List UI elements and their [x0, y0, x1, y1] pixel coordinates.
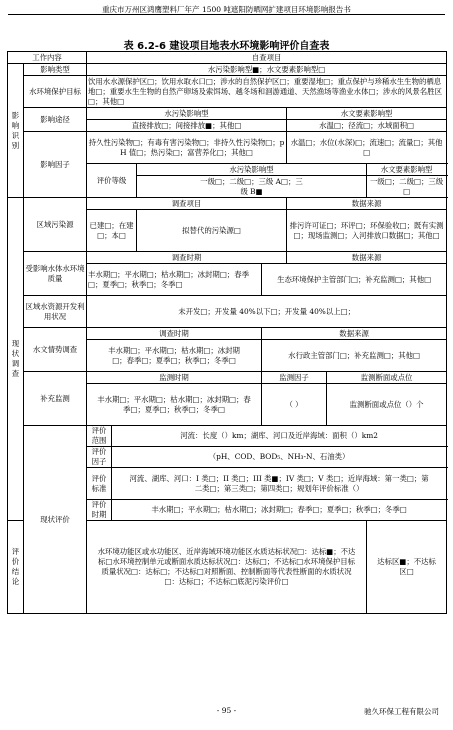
assessment-standard-label: 评价标准 [87, 468, 112, 500]
grade-hydro-value: 一级□；二级□；三级□ [367, 176, 447, 198]
region-source-label: 区域污染源 [24, 198, 87, 252]
table-title: 表 6.2-6 建设项目地表水环境影响评价自查表 [123, 41, 330, 52]
hydro-source-header: 数据来源 [262, 328, 447, 340]
impact-path-hydro: 水温□；径流□；水域面积□ [287, 120, 447, 132]
impact-factor-hydro: 水温□；水位(水深)□；流速□；流量□；其他□ [287, 132, 447, 164]
assessment-conclusion-main: 水环境功能区或水功能区、近岸海域环境功能区水质达标状况□：达标■；不达标□水环境控制单元或断面水质达标状况□：达标□；不达标□水环境保护目标质量状况□：达标□；不达标□对照断面、控制断面等代表性断面的水质状况□：达标□；不达标□底泥污染评价□ [87, 521, 367, 614]
grade-pollution-header: 水污染影响型 [137, 164, 367, 176]
assessment-factor-label: 评价因子 [87, 447, 112, 468]
assessment-period-value: 丰水期□；平水期□；枯水期□；冰封期□；春季□；夏季□；秋季□；冬季□ [112, 500, 447, 521]
assessment-scope-label: 评价范围 [87, 426, 112, 447]
assessment-conclusion-side: 达标区■；不达标区□ [367, 521, 447, 614]
assessment-factor-value: （pH、COD、BOD₅、NH₃-N、石油类） [112, 447, 447, 468]
assessment-conclusion-label: 评价结论 [8, 521, 24, 614]
hydro-survey-label: 水文情势调查 [24, 328, 87, 372]
monitor-section: 监测断面或点位（）个 [327, 384, 447, 426]
affected-source-header: 数据来源 [287, 252, 447, 264]
section-status-survey: 现状调查 [8, 198, 24, 521]
impact-factor-pollution: 持久性污染物□；有毒有害污染物□；非持久性污染物□；pH 值□；热污染□；富营养化□；其他□ [87, 132, 287, 164]
path-pollution-header: 水污染影响型 [87, 108, 287, 120]
water-resource-value: 未开发□；开发量 40%以下□；开发量 40%以上□； [87, 296, 447, 328]
assessment-period-label: 评价时期 [87, 500, 112, 521]
water-resource-label: 区域水资源开发利用状况 [24, 296, 87, 328]
monitor-period-header: 监测时期 [87, 372, 262, 384]
hydro-period: 丰水期□；平水期□；枯水期□；冰封期□；春季□；夏季□；秋季□；冬季□ [87, 340, 262, 372]
grade-hydro-header: 水文要素影响型 [367, 164, 447, 176]
running-header: 重庆市万州区鸿鹰塑料厂年产 1500 吨遮阳防晒网扩建项目环境影响报告书 [102, 5, 351, 14]
impact-factor-label: 影响因子 [24, 132, 87, 198]
grade-pollution-value: 一级□；二级□；三级 A□；三级 B■ [137, 176, 367, 198]
protection-target-label: 水环境保护目标 [24, 76, 87, 108]
protection-target-value: 饮用水水源保护区□；饮用水取水口□；涉水的自然保护区□；重要湿地□；重点保护与珍稀水生生物的栖息地□；重要水生生物的自然产卵场及索饵场、越冬场和洄游通道、天然渔场等渔业水体□；涉水的风景名胜区□；其他□ [87, 76, 447, 108]
monitor-factor: （ ） [262, 384, 327, 426]
grade-label: 评价等级 [87, 164, 137, 198]
monitor-factor-header: 监测因子 [262, 372, 327, 384]
affected-source: 生态环境保护主管部门□；补充监测□；其他□ [262, 264, 447, 296]
monitor-period: 丰水期□；平水期□；枯水期□；冰封期□；春季□；夏季□；秋季□；冬季□ [87, 384, 262, 426]
region-status: 已建□；在建□；本□ [87, 210, 137, 252]
affected-period-header: 调查时期 [87, 252, 287, 264]
hydro-period-header: 调查时期 [87, 328, 262, 340]
affected-water-label: 受影响水体水环境质量 [24, 252, 87, 296]
self-check-table [7, 51, 447, 614]
section-impact-identification: 影响识别 [8, 64, 24, 198]
header-check-item: 自查项目 [87, 52, 447, 64]
survey-items-header: 调查项目 [87, 198, 287, 210]
region-proposed: 拟替代的污染源□ [137, 210, 287, 252]
assessment-scope-value: 河流：长度（）km；湖库、河口及近岸海域：面积（）km2 [112, 426, 447, 447]
company-name: 驰久环保工程有限公司 [364, 707, 439, 716]
page-number: - 95 - [216, 706, 237, 715]
header-work-content: 工作内容 [8, 52, 87, 64]
region-data-source-header: 数据来源 [287, 198, 447, 210]
region-data-source: 排污许可证□；环评□；环保验收□；既有实测□；现场监测□；入河排放口数据□；其他□ [287, 210, 447, 252]
impact-path-label: 影响途径 [24, 108, 87, 132]
affected-period: 丰水期□；平水期□；枯水期□；冰封期□；春季□；夏季□；秋季□；冬季□ [87, 264, 262, 296]
impact-path-pollution: 直接排放□；间接排放■；其他□ [87, 120, 287, 132]
hydro-source: 水行政主管部门□；补充监测□；其他□ [262, 340, 447, 372]
impact-type-value: 水污染影响型■；水文要素影响型□ [87, 64, 447, 76]
assessment-standard-value: 河流、湖库、河口：I 类□；II 类□；III 类■；IV 类□；V 类□；近岸海域：第一类□；第二类□；第三类□；第四类□；规划年评价标准（） [112, 468, 447, 500]
monitor-section-header: 监测断面或点位 [327, 372, 447, 384]
supplementary-monitoring-label: 补充监测 [24, 372, 87, 426]
impact-type-label: 影响类型 [24, 64, 87, 76]
section-status-assessment: 现状评价 [24, 426, 87, 614]
path-hydro-header: 水文要素影响型 [287, 108, 447, 120]
header-divider [8, 14, 445, 15]
